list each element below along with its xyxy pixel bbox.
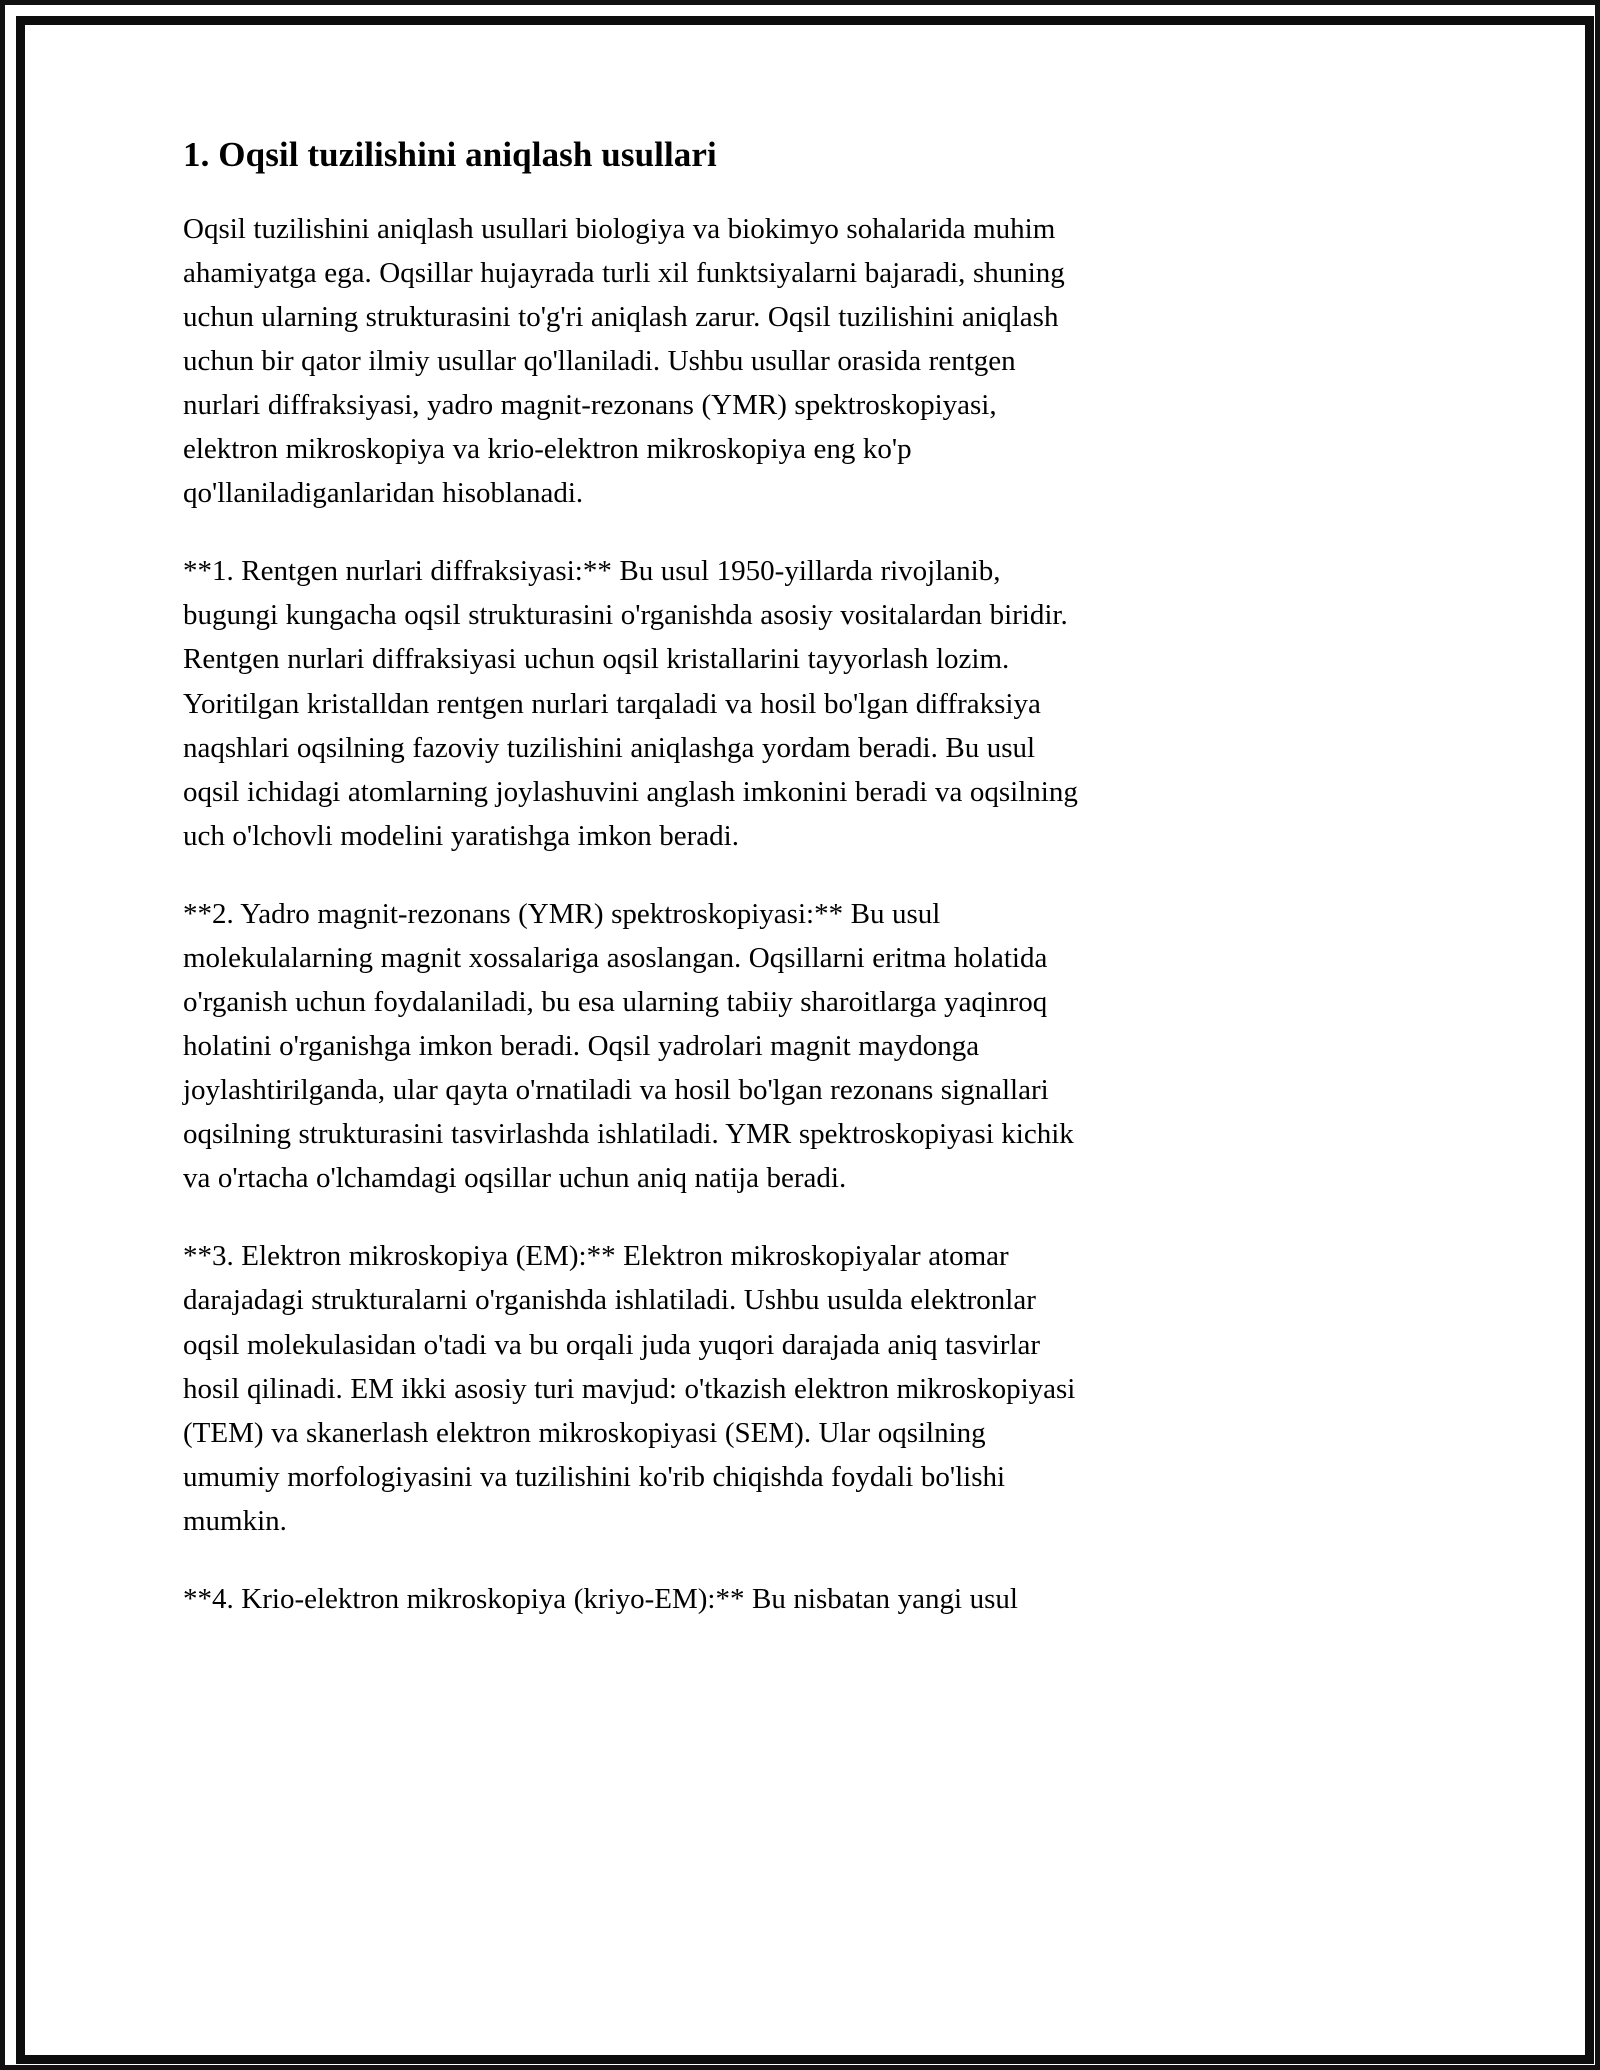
paragraph-electron-microscopy: **3. Elektron mikroskopiya (EM):** Elektron mikroskopiyalar atomar darajadagi strukturalarni o'rganishda ishlatiladi. Ushbu usulda elektronlar oqsil molekulasidan o'tadi va bu orqali juda yuqori darajada aniq tasvirlar hosil qilinadi. EM ikki asosiy turi mavjud: o'tkazish elektron mikroskopiyasi (TEM) va skanerlash elektron mikroskopiyasi (SEM). Ular oqsilning umumiy morfologiyasini va tuzilishini ko'rib chiqishda foydali bo'lishi mumkin.	[183, 1240, 1076, 1537]
paragraph-nmr-spectroscopy: **2. Yadro magnit-rezonans (YMR) spektroskopiyasi:** Bu usul molekulalarning magnit xossalariga asoslangan. Oqsillarni eritma holatida o'rganish uchun foydalaniladi, bu esa ularning tabiiy sharoitlarga yaqinroq holatini o'rganishga imkon beradi. Oqsil yadrolari magnit maydonga joylashtirilganda, ular qayta o'rnatiladi va hosil bo'lgan rezonans signallari oqsilning strukturasini tasvirlashda ishlatiladi. YMR spektroskopiyasi kichik va o'rtacha o'lchamdagi oqsillar uchun aniq natija beradi.	[183, 897, 1074, 1195]
document-content	[183, 133, 1083, 1621]
paragraph-intro: Oqsil tuzilishini aniqlash usullari biologiya va biokimyo sohalarida muhim ahamiyatga ega. Oqsillar hujayrada turli xil funktsiyalarni bajaradi, shuning uchun ularning strukturasini to'g'ri aniqlash zarur. Oqsil tuzilishini aniqlash uchun bir qator ilmiy usullar qo'llaniladi. Ushbu usullar orasida rentgen nurlari diffraksiyasi, yadro magnit-rezonans (YMR) spektroskopiyasi, elektron mikroskopiya va krio-elektron mikroskopiya eng ko'p qo'llaniladiganlaridan hisoblanadi.	[183, 212, 1065, 510]
paragraph-xray-diffraction: **1. Rentgen nurlari diffraksiyasi:** Bu usul 1950-yillarda rivojlanib, bugungi kungacha oqsil strukturasini o'rganishda asosiy vositalardan biridir. Rentgen nurlari diffraksiyasi uchun oqsil kristallarini tayyorlash lozim. Yoritilgan kristalldan rentgen nurlari tarqaladi va hosil bo'lgan diffraksiya naqshlari oqsilning fazoviy tuzilishini aniqlashga yordam beradi. Bu usul oqsil ichidagi atomlarning joylashuvini anglash imkonini beradi va oqsilning uch o'lchovli modelini yaratishga imkon beradi.	[183, 555, 1078, 852]
paragraph-cryo-em: **4. Krio-elektron mikroskopiya (kriyo-EM):** Bu nisbatan yangi usul	[183, 1582, 1018, 1615]
page-title: 1. Oqsil tuzilishini aniqlash usullari	[183, 135, 717, 174]
page-surface	[25, 25, 1585, 2055]
